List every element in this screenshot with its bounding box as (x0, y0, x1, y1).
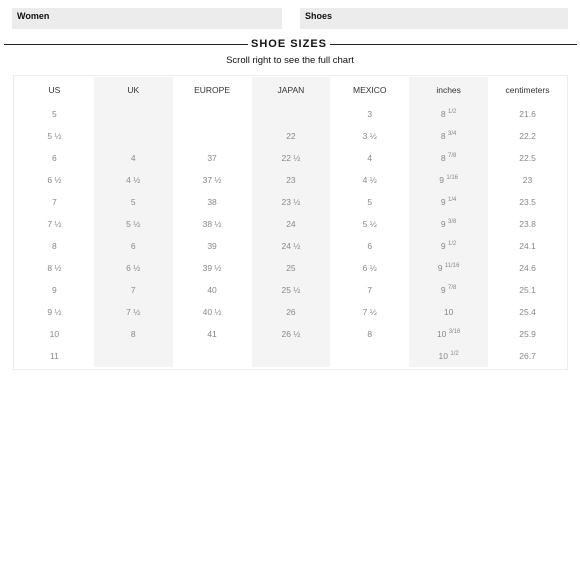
table-cell: 8 (367, 329, 373, 339)
table-cell: 3 (367, 109, 373, 119)
table-cell: 22.2 (519, 131, 536, 141)
table-cell: 5 (94, 191, 173, 213)
table-cell: 23 (252, 169, 331, 191)
fraction-part: 1/2 (450, 351, 459, 357)
table-cell: 4 (367, 153, 373, 163)
table-cell: 7 ½ (362, 307, 377, 317)
table-row (15, 213, 567, 235)
table-cell: 10 (409, 301, 488, 323)
size-table (15, 77, 567, 367)
table-cell: 3 ½ (362, 131, 377, 141)
heading-rule-left (4, 44, 248, 45)
table-cell: 25 ½ (252, 279, 331, 301)
table-cell: 21.6 (519, 109, 536, 119)
table-cell: 10 $^{3/16}$ (409, 323, 488, 345)
table-cell: 6 ½ (47, 175, 62, 185)
table-cell: 5 ½ (47, 131, 62, 141)
fraction-part: 1/2 (448, 241, 457, 247)
column-header: MEXICO (353, 85, 387, 95)
table-cell (330, 345, 409, 367)
table-row (15, 103, 567, 125)
table-cell: 24 (252, 213, 331, 235)
table-cell: 9 $^{1/4}$ (409, 191, 488, 213)
table-cell: 6 (367, 241, 373, 251)
table-cell: 11 (49, 351, 59, 361)
table-cell: 24 ½ (252, 235, 331, 257)
size-chart[interactable] (13, 75, 568, 370)
table-cell: 23 ½ (252, 191, 331, 213)
table-cell: 10 $^{1/2}$ (409, 345, 488, 367)
fraction-part: 7/8 (448, 153, 457, 159)
table-cell: 26 ½ (252, 323, 331, 345)
table-cell: 4 (94, 147, 173, 169)
table-cell: 8 ½ (47, 263, 62, 273)
fraction-part: 3/8 (448, 219, 457, 225)
fraction-part: 1/2 (448, 109, 457, 115)
table-row (15, 279, 567, 301)
column-header: EUROPE (194, 85, 231, 95)
table-cell: 9 $^{1/16}$ (409, 169, 488, 191)
filter-bar (12, 8, 568, 29)
fraction-part: 11/16 (444, 263, 460, 269)
column-header: centimeters (505, 85, 550, 95)
table-cell: 9 $^{7/8}$ (409, 279, 488, 301)
table-cell: 37 (207, 153, 217, 163)
table-cell: 23 (522, 175, 533, 185)
table-cell: 38 (207, 197, 217, 207)
table-cell: 22 (252, 125, 331, 147)
table-cell: 9 $^{3/8}$ (409, 213, 488, 235)
table-cell: 9 (52, 285, 57, 295)
table-cell: 4 ½ (94, 169, 173, 191)
table-cell: 26.7 (519, 351, 536, 361)
table-cell: 39 (207, 241, 217, 251)
table-cell: 8 $^{1/2}$ (409, 103, 488, 125)
fraction-part: 1/16 (446, 175, 459, 181)
category-filter[interactable]: Shoes (300, 8, 568, 29)
table-row (15, 301, 567, 323)
section-heading (4, 37, 577, 51)
table-cell: 25.4 (519, 307, 536, 317)
table-cell: 5 (367, 197, 373, 207)
table-cell: 10 (49, 329, 60, 339)
table-row (15, 257, 567, 279)
table-cell: 4 ½ (362, 175, 377, 185)
table-cell: 37 ½ (202, 175, 222, 185)
table-cell: 6 (94, 235, 173, 257)
table-body (15, 103, 567, 367)
table-cell: 26 (252, 301, 331, 323)
fraction-part: 1/4 (448, 197, 457, 203)
table-cell (252, 345, 331, 367)
table-row (15, 235, 567, 257)
table-cell: 7 (367, 285, 373, 295)
table-cell (94, 345, 173, 367)
table-header-row (15, 77, 567, 103)
table-cell: 7 ½ (47, 219, 62, 229)
page-title: SHOE SIZES (250, 38, 328, 50)
table-cell: 25.9 (519, 329, 536, 339)
table-cell: 41 (207, 329, 217, 339)
fraction-part: 3/16 (448, 329, 461, 335)
table-cell: 22.5 (519, 153, 536, 163)
table-row (15, 125, 567, 147)
table-cell: 8 $^{7/8}$ (409, 147, 488, 169)
table-cell: 7 (94, 279, 173, 301)
column-header: US (48, 85, 61, 95)
table-cell: 25.1 (519, 285, 536, 295)
column-header: JAPAN (252, 77, 331, 103)
table-cell: 7 ½ (94, 301, 173, 323)
table-cell: 24.1 (519, 241, 536, 251)
table-cell: 8 (94, 323, 173, 345)
table-cell: 22 ½ (252, 147, 331, 169)
table-cell: 6 (52, 153, 57, 163)
fraction-part: 7/8 (448, 285, 457, 291)
table-cell (94, 103, 173, 125)
table-cell: 9 ½ (47, 307, 62, 317)
table-row (15, 169, 567, 191)
scroll-hint: Scroll right to see the full chart (226, 55, 354, 66)
gender-filter[interactable]: Women (12, 8, 282, 29)
table-row (15, 345, 567, 367)
table-cell: 23.8 (519, 219, 536, 229)
table-cell (173, 125, 252, 147)
column-header: UK (94, 77, 173, 103)
table-cell: 24.6 (519, 263, 536, 273)
table-cell (173, 345, 252, 367)
column-header: inches (409, 77, 488, 103)
table-cell: 38 ½ (202, 219, 222, 229)
fraction-part: 3/4 (448, 131, 457, 137)
table-cell: 6 ½ (362, 263, 377, 273)
table-cell: 5 ½ (94, 213, 173, 235)
table-cell: 5 ½ (362, 219, 377, 229)
table-row (15, 147, 567, 169)
table-cell: 25 (252, 257, 331, 279)
table-cell: 8 $^{3/4}$ (409, 125, 488, 147)
table-cell (252, 103, 331, 125)
table-cell: 40 (207, 285, 217, 295)
table-cell: 8 (52, 241, 57, 251)
table-cell: 9 $^{1/2}$ (409, 235, 488, 257)
table-cell (173, 103, 252, 125)
table-cell (94, 125, 173, 147)
table-cell: 7 (52, 197, 57, 207)
table-row (15, 323, 567, 345)
table-cell: 9 $^{11/16}$ (409, 257, 488, 279)
table-cell: 6 ½ (94, 257, 173, 279)
table-cell: 23.5 (519, 197, 536, 207)
table-cell: 40 ½ (202, 307, 222, 317)
table-cell: 5 (52, 109, 57, 119)
heading-rule-right (330, 44, 577, 45)
table-row (15, 191, 567, 213)
table-cell: 39 ½ (202, 263, 222, 273)
